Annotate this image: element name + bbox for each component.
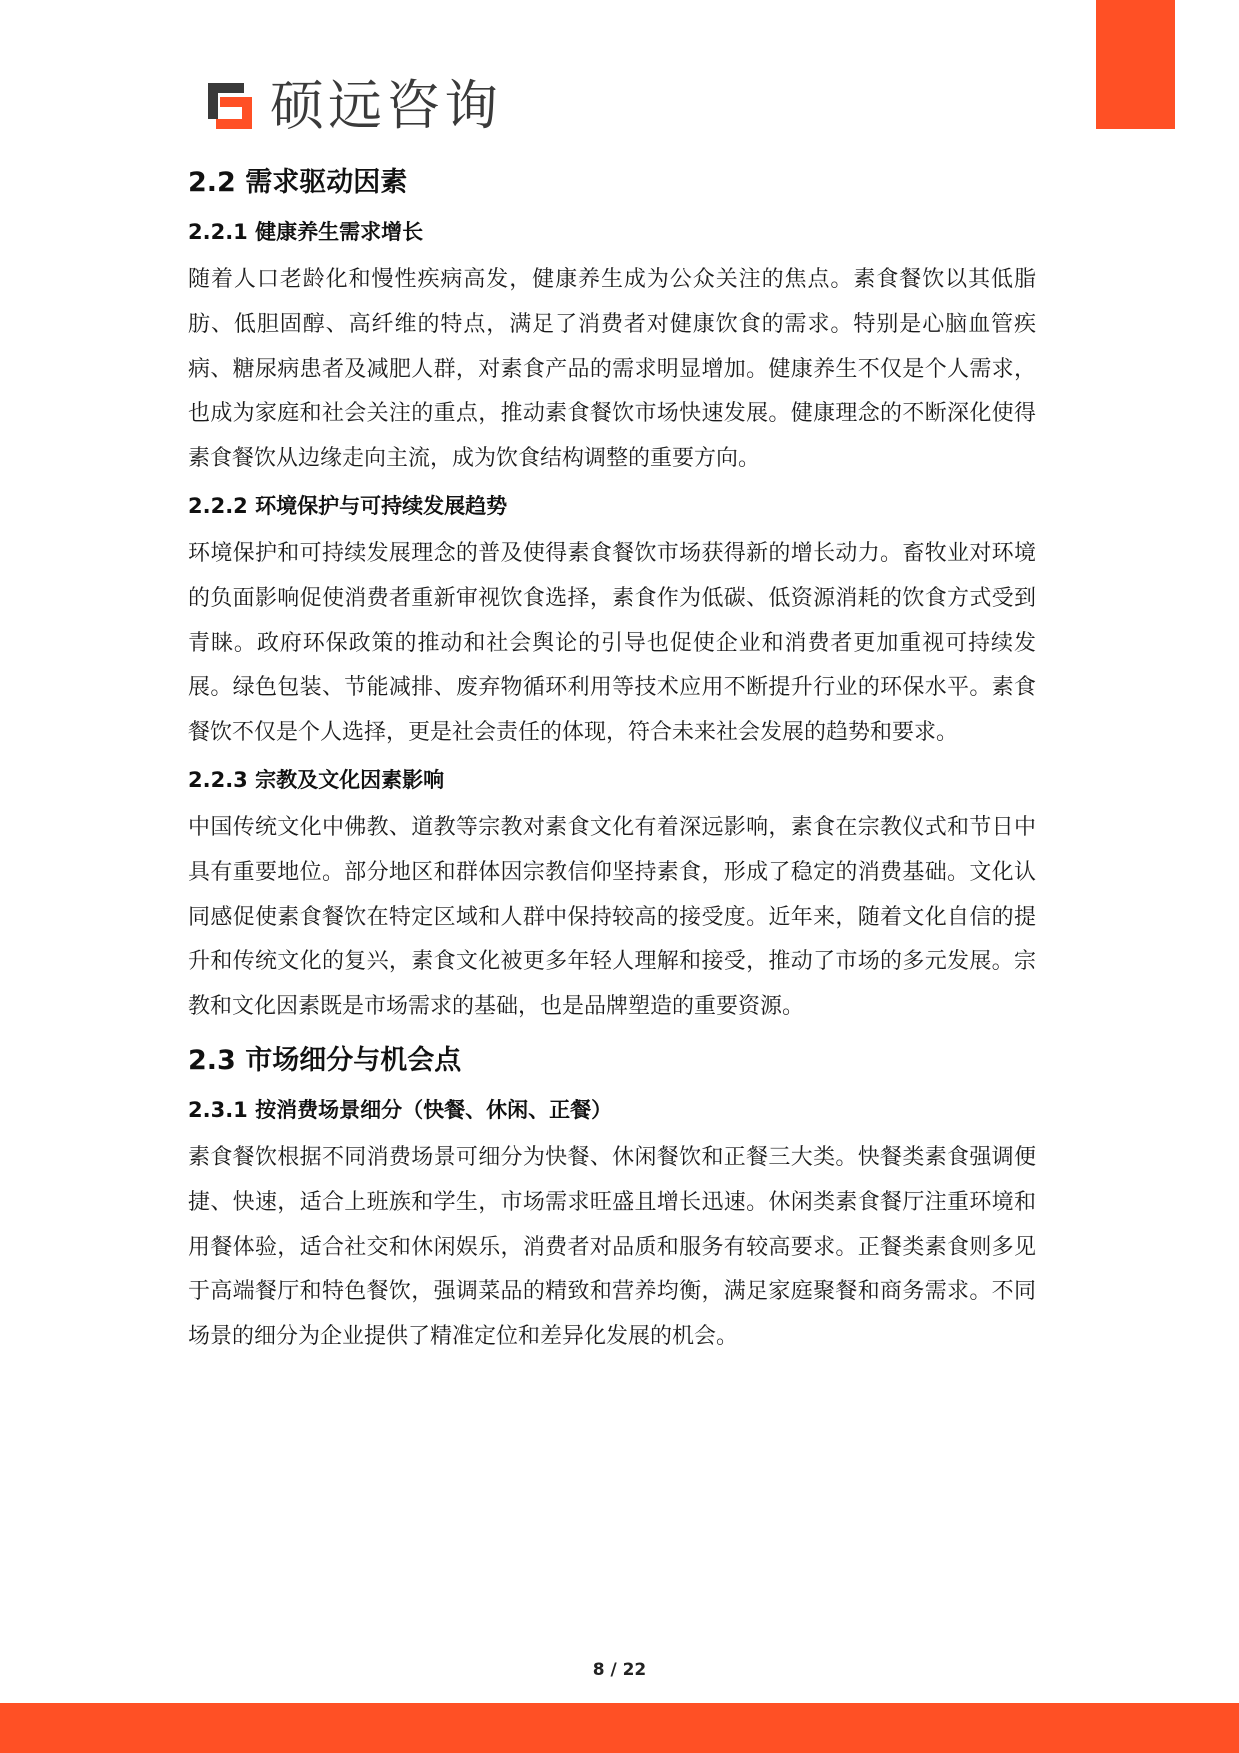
document-body	[188, 158, 1036, 1360]
subsection-title-2-3-1: 2.3.1 按消费场景细分（快餐、休闲、正餐）	[188, 1097, 613, 1122]
section-title-2-2: 2.2 需求驱动因素	[188, 167, 408, 198]
subsection-title-2-2-1: 2.2.1 健康养生需求增长	[188, 220, 424, 244]
footer-accent-bar	[0, 1703, 1239, 1753]
paragraph-2-2-1: 随着人口老龄化和慢性疾病高发，健康养生成为公众关注的焦点。素食餐饮以其低脂肪、低胆固醇、高纤维的特点，满足了消费者对健康饮食的需求。特别是心脑血管疾病、糖尿病患者及减肥人群，对素食产品的需求明显增加。健康养生不仅是个人需求，也成为家庭和社会关注的重点，推动素食餐饮市场快速发展。健康理念的不断深化使得素食餐饮从边缘走向主流，成为饮食结构调整的重要方向。	[188, 267, 1036, 472]
subsection-title-2-2-3: 2.2.3 宗教及文化因素影响	[188, 767, 445, 792]
section-title-2-3: 2.3 市场细分与机会点	[188, 1044, 462, 1076]
paragraph-2-2-3: 中国传统文化中佛教、道教等宗教对素食文化有着深远影响，素食在宗教仪式和节日中具有重要地位。部分地区和群体因宗教信仰坚持素食，形成了稳定的消费基础。文化认同感促使素食餐饮在特定区域和人群中保持较高的接受度。近年来，随着文化自信的提升和传统文化的复兴，素食文化被更多年轻人理解和接受，推动了市场的多元发展。宗教和文化因素既是市场需求的基础，也是品牌塑造的重要资源。	[188, 814, 1036, 1020]
paragraph-2-3-1: 素食餐饮根据不同消费场景可细分为快餐、休闲餐饮和正餐三大类。快餐类素食强调便捷、快速，适合上班族和学生，市场需求旺盛且增长迅速。休闲类素食餐厅注重环境和用餐体验，适合社交和休闲娱乐，消费者对品质和服务有较高要求。正餐类素食则多见于高端餐厅和特色餐饮，强调菜品的精致和营养均衡，满足家庭聚餐和商务需求。不同场景的细分为企业提供了精准定位和差异化发展的机会。	[188, 1144, 1036, 1350]
logo-text: 硕远咨询	[270, 74, 502, 137]
page-number: 8 / 22	[592, 1660, 647, 1680]
paragraph-2-2-2: 环境保护和可持续发展理念的普及使得素食餐饮市场获得新的增长动力。畜牧业对环境的负面影响促使消费者重新审视饮食选择，素食作为低碳、低资源消耗的饮食方式受到青睐。政府环保政策的推动和社会舆论的引导也促使企业和消费者更加重视可持续发展。绿色包装、节能减排、废弃物循环利用等技术应用不断提升行业的环保水平。素食餐饮不仅是个人选择，更是社会责任的体现，符合未来社会发展的趋势和要求。	[188, 540, 1036, 746]
logo-mark-icon	[200, 77, 260, 135]
corner-accent-tab	[1096, 0, 1175, 129]
company-logo	[200, 76, 502, 136]
subsection-title-2-2-2: 2.2.2 环境保护与可持续发展趋势	[188, 493, 508, 518]
